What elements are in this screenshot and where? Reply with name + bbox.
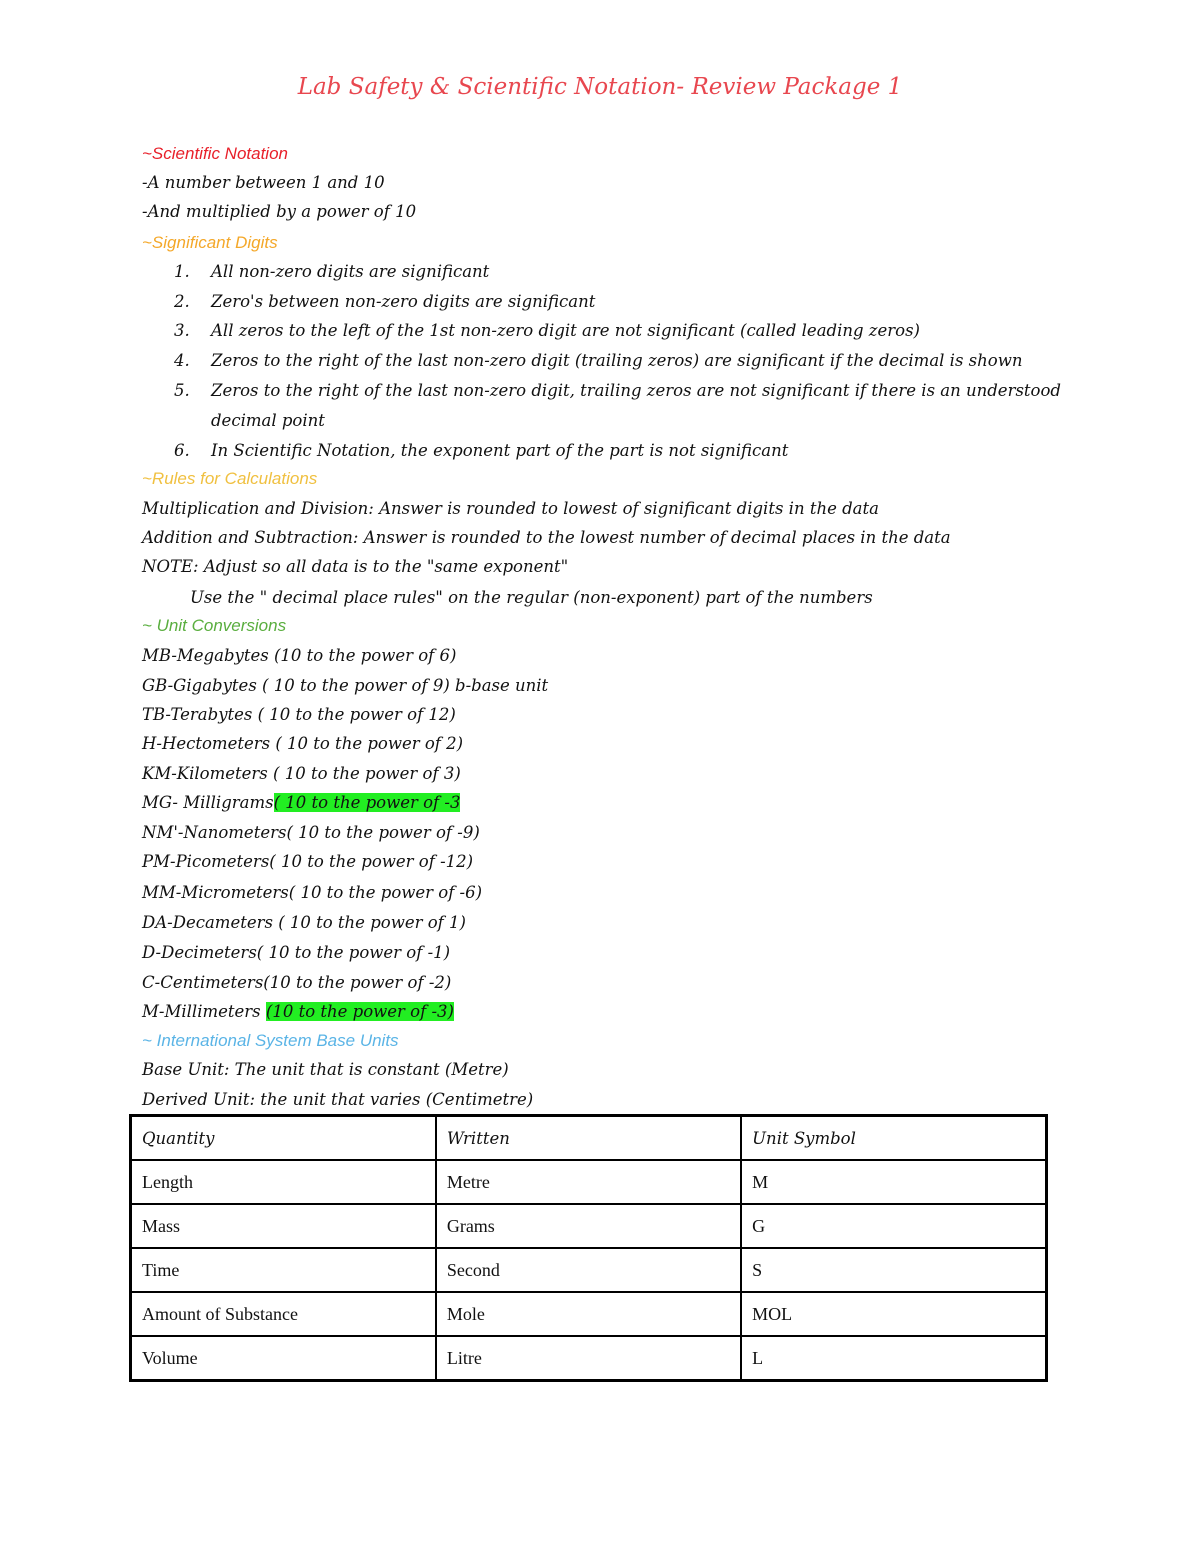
unit-conversions-heading: ~ Unit Conversions bbox=[142, 616, 287, 635]
table-header-cell: Written bbox=[436, 1116, 741, 1161]
table-header-cell: Quantity bbox=[131, 1116, 436, 1161]
conversion-line: DA-Decameters ( 10 to the power of 1) bbox=[142, 913, 466, 932]
calc-line-3: NOTE: Adjust so all data is to the "same exponent" bbox=[142, 557, 569, 576]
conversion-line: H-Hectometers ( 10 to the power of 2) bbox=[142, 734, 464, 753]
table-cell: Second bbox=[436, 1248, 741, 1292]
table-cell: Litre bbox=[436, 1336, 741, 1381]
si-units-table bbox=[129, 1114, 1048, 1382]
table-cell: Grams bbox=[436, 1204, 741, 1248]
scientific-notation-heading: ~Scientific Notation bbox=[142, 144, 288, 163]
si-line-1: Base Unit: The unit that is constant (Metre) bbox=[142, 1060, 509, 1079]
sig-item-text: In Scientific Notation, the exponent part of the part is not significant bbox=[211, 441, 789, 460]
table-cell: S bbox=[741, 1248, 1046, 1292]
sig-item-text: Zeros to the right of the last non-zero digit (trailing zeros) are significant if the decimal is shown bbox=[211, 351, 1023, 370]
table-row bbox=[131, 1336, 1047, 1381]
table-cell: Mass bbox=[131, 1204, 436, 1248]
si-units-heading: ~ International System Base Units bbox=[142, 1031, 399, 1050]
sig-item-num: 2. bbox=[174, 292, 190, 311]
sig-item-num: 6. bbox=[174, 441, 190, 460]
highlighted-text: ( 10 to the power of -3 bbox=[273, 793, 461, 812]
table-cell: Mole bbox=[436, 1292, 741, 1336]
calc-rules-heading: ~Rules for Calculations bbox=[142, 469, 318, 488]
table-cell: M bbox=[741, 1160, 1046, 1204]
sci-line-2: -And multiplied by a power of 10 bbox=[142, 202, 417, 221]
table-cell: Amount of Substance bbox=[131, 1292, 436, 1336]
highlighted-text: (10 to the power of -3) bbox=[265, 1002, 454, 1021]
conversion-line: PM-Picometers( 10 to the power of -12) bbox=[142, 852, 474, 871]
conversion-line: KM-Kilometers ( 10 to the power of 3) bbox=[142, 764, 461, 783]
conversion-line: MG- Milligrams( 10 to the power of -3 bbox=[142, 793, 461, 812]
table-cell: G bbox=[741, 1204, 1046, 1248]
calc-line-1: Multiplication and Division: Answer is rounded to lowest of significant digits in the data bbox=[142, 499, 879, 518]
conversion-line: NM'-Nanometers( 10 to the power of -9) bbox=[142, 823, 480, 842]
calc-line-4: Use the " decimal place rules" on the regular (non-exponent) part of the numbers bbox=[190, 588, 873, 607]
table-row bbox=[131, 1204, 1047, 1248]
sig-item-num: 5. bbox=[174, 381, 190, 400]
table-cell: Time bbox=[131, 1248, 436, 1292]
table-row bbox=[131, 1160, 1047, 1204]
conversion-line: MM-Micrometers( 10 to the power of -6) bbox=[142, 883, 483, 902]
sig-item-num: 3. bbox=[174, 321, 190, 340]
conversion-line: TB-Terabytes ( 10 to the power of 12) bbox=[142, 705, 456, 724]
conversion-line: C-Centimeters(10 to the power of -2) bbox=[142, 973, 452, 992]
table-row bbox=[131, 1292, 1047, 1336]
conversion-line: D-Decimeters( 10 to the power of -1) bbox=[142, 943, 451, 962]
table-header-cell: Unit Symbol bbox=[741, 1116, 1046, 1161]
significant-digits-heading: ~Significant Digits bbox=[142, 233, 278, 252]
sig-item-text: Zero's between non-zero digits are significant bbox=[211, 292, 596, 311]
table-cell: Volume bbox=[131, 1336, 436, 1381]
si-line-2: Derived Unit: the unit that varies (Centimetre) bbox=[142, 1090, 534, 1109]
table-cell: L bbox=[741, 1336, 1046, 1381]
table-cell: Metre bbox=[436, 1160, 741, 1204]
conversion-line: MB-Megabytes (10 to the power of 6) bbox=[142, 646, 457, 665]
calc-line-2: Addition and Subtraction: Answer is rounded to the lowest number of decimal places in the data bbox=[142, 528, 951, 547]
sig-item-text: Zeros to the right of the last non-zero digit, trailing zeros are not significant if there is an understood decimal point bbox=[211, 381, 1061, 430]
sig-item-text: All zeros to the left of the 1st non-zero digit are not significant (called leading zeros) bbox=[211, 321, 920, 340]
table-cell: Length bbox=[131, 1160, 436, 1204]
sig-item-num: 1. bbox=[174, 262, 190, 281]
conversion-line: M-Millimeters (10 to the power of -3) bbox=[142, 1002, 454, 1021]
table-cell: MOL bbox=[741, 1292, 1046, 1336]
page-title: Lab Safety & Scientific Notation- Review Package 1 bbox=[297, 74, 903, 100]
sci-line-1: -A number between 1 and 10 bbox=[142, 173, 385, 192]
conversion-line: GB-Gigabytes ( 10 to the power of 9) b-base unit bbox=[142, 676, 549, 695]
table-header-row bbox=[131, 1116, 1047, 1161]
sig-item-text: All non-zero digits are significant bbox=[211, 262, 490, 281]
sig-item-num: 4. bbox=[174, 351, 190, 370]
table-row bbox=[131, 1248, 1047, 1292]
